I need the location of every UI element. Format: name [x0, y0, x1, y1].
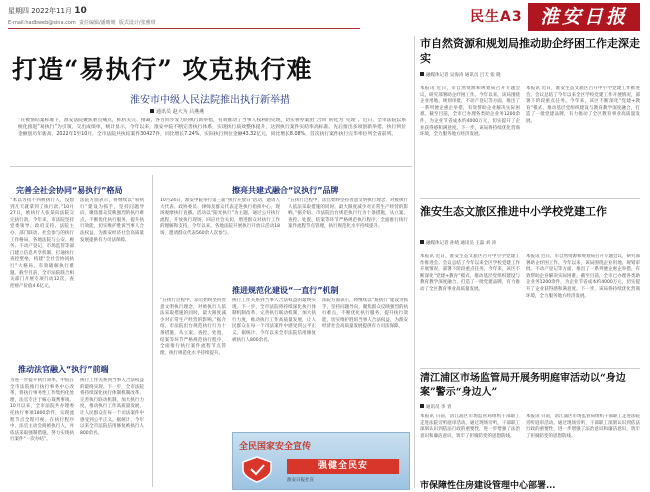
main-subhead: 淮安市中级人民法院推出执行新举措: [130, 95, 290, 106]
masthead-date: 星期四 2022年11月 10: [8, 6, 87, 16]
col4c-text: 法院方面表示，将继续以“易执行”建设为抓手，坚持问题导向，聚焦群众反映强烈的执行难点，不断优化执行服务，提升执行效能，切实维护胜诉当事人合法权益，为淮安经济社会高质量发展提供有力司法保障。: [322, 298, 408, 330]
story1-text-cont: 本报讯 近日，淮安生态文旅区召开中小学党建工作推进会。会议总结了今年以来全区学校党建工作开展情况，部署下阶段重点任务。今年来，该区不断深化“党建+教育”模式，推动基层党组织建设与教育教学深度融合，打造了一批党建品牌，有力推动了全区教育事业高质量发展。: [526, 86, 640, 124]
promo-footer: 淮安日报社宣: [287, 478, 314, 483]
col3-heading: 擦亮共建式融合“议执行”品牌: [232, 186, 339, 195]
main-byline: 通讯员 赵大为 吕燕燕: [150, 108, 204, 115]
newspaper-logo: 淮安日报: [528, 3, 640, 31]
story1-byline: 融媒体记者 吴海涛 通讯员 吕天 张 晓: [420, 72, 501, 78]
col4-text: “在执行过程中，法官始终坚持善意文明执行理念，对被执行人依法采取措施的同时，最大限度减少对正常生产经营的影响。”据介绍，市法院出台规范执行行为十条措施，从立案、查控、处置、结案等环节严格规范执行程序，全面推行执行案件流程节点管理，执行规范化水平持续提升。: [160, 298, 226, 356]
story3-text: 本报讯 日前，清江浦区市场监管局组织干部职工走进法院旁听庭审活动。通过现场旁听，干部职工深刻认识到依法行政的重要性，进一步增强了法治意识和廉洁意识，筑牢了拒腐防变的思想防线。: [420, 414, 520, 439]
promo-band: 强健全民安: [287, 459, 399, 474]
main-headline: 打造“易执行” 攻克执行难: [12, 55, 313, 84]
masthead-rule: [8, 28, 360, 29]
masthead-credits: E-mail:hadbweb@sina.com 责任编辑/潘晴晴 版式设计/张雅琪: [8, 20, 156, 26]
story2-text: 本报讯 近日，淮安生态文旅区召开中小学党建工作推进会。会议总结了今年以来全区学校党建工作开展情况，部署下阶段重点任务。今年来，该区不断深化“党建+教育”模式，推动基层党组织建设与教育教学深度融合，打造了一批党建品牌，有力推动了全区教育事业高质量发展。: [420, 254, 520, 292]
col1-heading: 完善全社会协同“易执行”格局: [16, 186, 123, 195]
col2-heading: 推动法官融入“执行”前端: [18, 365, 109, 374]
story3-text-cont: 本报讯 日前，清江浦区市场监管局组织干部职工走进法院旁听庭审活动。通过现场旁听，干部职工深刻认识到依法行政的重要性，进一步增强了法治意识和廉洁意识，筑牢了拒腐防变的思想防线。: [526, 414, 640, 439]
col3-text: 10月24日，淮安中院举行第三届“执行开放日”活动，邀请人大代表、政协委员、律师及群众代表走进执行指挥中心，现场观摩执行直播。活动以“阳光执行”为主题，通过公开执行流程、开放执行现场，回应社会关切，增进群众对执行工作的理解和支持。今年以来，各地法院开展执行开放日活动18场，邀请群众代表560余人次参与。: [160, 198, 280, 236]
divider: [10, 166, 412, 167]
section-tag: 民生A3: [470, 9, 523, 25]
promo-banner: [232, 432, 410, 490]
story3-byline: 通讯员 李 青: [420, 404, 451, 410]
col2-text: 为进一步提升执行效率，中院在全市法院推行执行事务中心改革，将执行事务性工作集约化处理，法官专注于核心裁判事项。10月以来，全市法院共办理委托执行事项1800余件，实现流程节点全程可视。在执行程序中，法官主动会商被执行人，并依法采取强制措施，努力实现执行案件“一次办结”。: [10, 378, 74, 443]
story2-text-cont: 本报讯 近日，市自然资源和规划局召开专题会议，研究部署助企纾困工作。今年以来，该局围绕企业用地、规划审批、不动产登记等方面，推出了一系列便企惠企举措，有效帮助企业解决实际困难。截至目前，全市已办理各类助企业务1200余件，为企业节省成本约4000万元，切实提升了企业获得感和满意度。下一步，该局将持续优化营商环境，全力服务地方经济发展。: [526, 254, 640, 299]
shield-icon: [239, 455, 275, 483]
col-divider: [152, 175, 153, 487]
story1-text: 本报讯 近日，市自然资源和规划局召开专题会议，研究部署助企纾困工作。今年以来，该局围绕企业用地、规划审批、不动产登记等方面，推出了一系列便企惠企举措，有效帮助企业解决实际困难。截至目前，全市已办理各类助企业务1200余件，为企业节省成本约4000万元，切实提升了企业获得感和满意度。下一步，该局将持续优化营商环境，全力服务地方经济发展。: [420, 86, 520, 138]
main-lead: “在被情结案标准下，淮安法院聚焦难点痛点，抓机关完、推凝，各方同步发力的执行新举措，有效推动了当事人权利的兑现，切实将办案由“合同”转化为“兑现”。”近日，全市法院以系统化推进“易执行”为引领，交出成绩单，统计显示，今年以来，淮安中院不断完善执行体系，实现执行质效整体提升，达到执行案件实结率高标准。先后推出多项创新举措，执行到位金额创历年新高，2022年1至10月，全市法院共执结案件30427件，同比增长7.24%，实际执行到位金额43.32亿元，同比增长8.08%，首次执行案件执行完毕率位列全省前列。: [18, 118, 406, 137]
col4b-text: 执行工作关系到当事人合法权益的最终实现。下一步，全市法院将持续深化执行体制机制改革，完善执行联动机制，加大执行力度，推动执行工作高质量发展，让人民群众在每一个司法案件中感受到公平正义。据统计，今年以来全市法院信用修复被执行人800余名。: [232, 298, 316, 343]
col4-heading: 推进规范化建设“一直行”机制: [232, 286, 339, 295]
story2-headline: 淮安生态文旅区推进中小学校党建工作: [420, 205, 607, 218]
col1b-text: 法院方面表示，将继续以“易执行”建设为抓手，坚持问题导向，聚焦群众反映强烈的执行难点，不断优化执行服务，提升执行效能，切实维护胜诉当事人合法权益，为淮安经济社会高质量发展提供有力司法保障。: [80, 198, 144, 243]
col3b-text: “在执行过程中，法官始终坚持善意文明执行理念，对被执行人依法采取措施的同时，最大限度减少对正常生产经营的影响。”据介绍，市法院出台规范执行行为十条措施，从立案、查控、处置、结案等环节严格规范执行程序，全面推行执行案件流程节点管理，执行规范化水平持续提升。: [288, 198, 408, 230]
divider: [420, 368, 640, 369]
story1-headline: 市自然资源和规划局推动助企纾困工作走深走实: [420, 37, 640, 65]
promo-title: 全民国家安全宣传: [239, 442, 312, 452]
right-column-divider: [414, 36, 415, 488]
divider: [420, 198, 640, 199]
bottom-headline: 市保障性住房建设管理中心部署...: [420, 481, 556, 491]
col1-text: “本以为找不到被执行人，没想到几天就拿到了执行款。”10月27日，被执行人张某向法院交完执行款。今年来，市法院坚持党委领导、政府支持、法院主办、部门联动、社会参与的执行工作格局，各地法院与公安、税务、不动产登记、市场监管等部门建立信息共享机制，打通执行查控壁垒，构建“全社会协同执行”大格局，有效破解执行难题。截至目前，全市法院联合相关部门开展专项行动12次，查控财产价值4.6亿元。: [10, 198, 74, 289]
col2b-text: 执行工作关系到当事人合法权益的最终实现。下一步，全市法院将持续深化执行体制机制改革，完善执行联动机制，加大执行力度，推动执行工作高质量发展，让人民群众在每一个司法案件中感受到公平正义。据统计，今年以来全市法院信用修复被执行人800余名。: [80, 378, 144, 436]
story3-headline: 清江浦区市场监管局开展务明庭审活动以“身边案”警示“身边人”: [420, 373, 626, 398]
story2-byline: 融媒体记者 孙婧 通讯员 王磊 刘 涛: [420, 240, 496, 246]
